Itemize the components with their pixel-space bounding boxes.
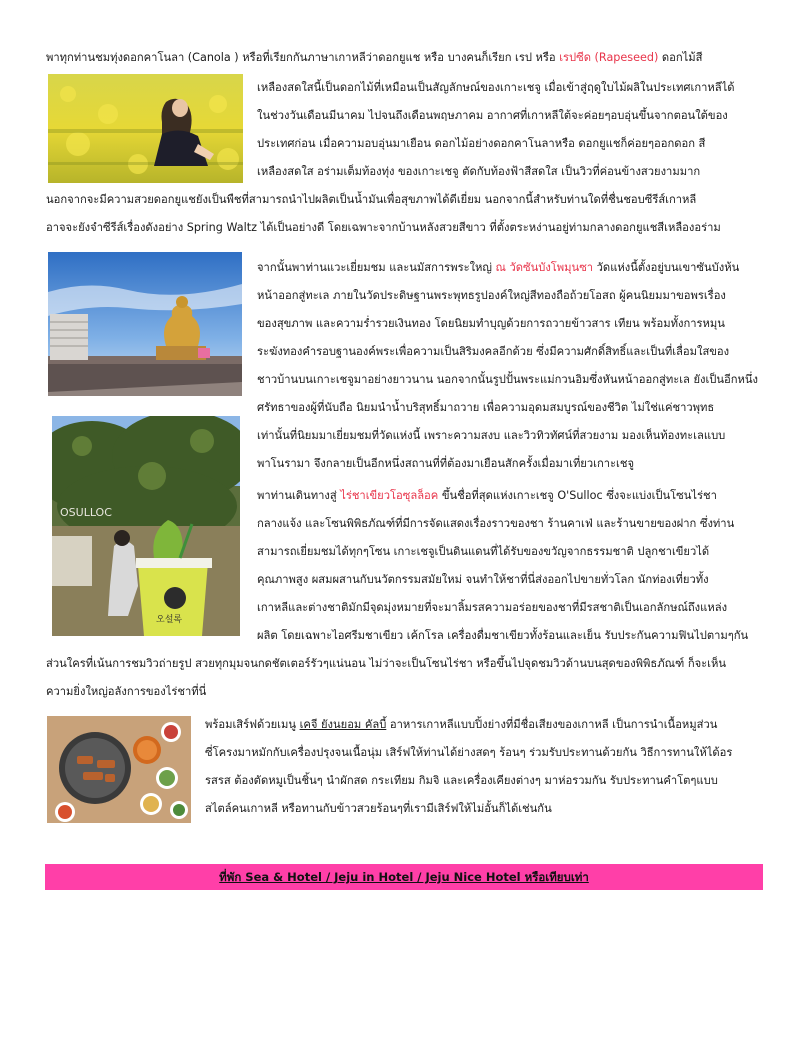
canola-intro-line (46, 44, 766, 72)
temple-name-highlight: ณ วัดซันบังโพมุนซา (495, 261, 594, 274)
text-line: พาโนรามา จึงกลายเป็นอีกหนึ่งสถานที่ที่ต้องมาเยือนสักครั้งเมื่อมาเที่ยวเกาะเชจู (257, 457, 635, 470)
temple-buddha-photo (48, 252, 242, 396)
bbq-intro-line (205, 711, 770, 739)
text-line: เหลืองสดใส อร่ามเต็มท้องทุ่ง ของเกาะเชจู ตัดกับท้องฟ้าสีสดใส เป็นวิวที่ค่อนข้างสวยงามมาก (257, 165, 701, 178)
text-span: วัดแห่งนี้ตั้งอยู่บนเขาซันบังห้น (593, 261, 740, 274)
text-line: ในช่วงวันเดือนมีนาคม ไปจนถึงเดือนพฤษภาคม อากาศที่เกาหลีใต้จะค่อยๆอบอุ่นขึ้นจากตอนใต้ของ (257, 109, 728, 122)
korean-bbq-photo (47, 716, 191, 823)
osulloc-sign-text: OSULLOC (60, 506, 112, 519)
text-span: จากนั้นพาท่านแวะเยี่ยมชม และนมัสการพระใหญ่ (257, 261, 496, 274)
text-span: ขึ้นชื่อที่สุดแห่งเกาะเชจู O'Sulloc ซึ่งจะแบ่งเป็นโซนไร่ชา (438, 489, 717, 502)
text-line: ชาวบ้านบนเกาะเชจูมาอย่างยาวนาน นอกจากนั้นรูปปั้นพระแม่กวนอิมซึ่งหันหน้าออกสู่ทะเล ยังเป็นอีกหนึ่ง (257, 373, 759, 386)
text-line: ของสุขภาพ และความร่ำรวยเงินทอง โดยนิยมทำบุญด้วยการถวายข้าวสาร เทียน พร้อมทั้งการหมุน (257, 317, 725, 330)
text-line: เหลืองสดใสนี้เป็นดอกไม้ที่เหมือนเป็นสัญลักษณ์ของเกาะเชจู เมื่อเข้าสู่ฤดูใบไม้ผลิในประเทศเกาหลีได้ (257, 81, 735, 94)
text-line: ซี่โครงมาหมักกับเครื่องปรุงจนเนื้อนุ่ม เสิร์ฟให้ท่านได้ย่างสดๆ ร้อนๆ ร่วมรับประทานด้วยกัน วิธีการทานให้ได้อร (205, 746, 733, 759)
text-span: พาทุกท่านชมทุ่งดอกคาโนลา (Canola ) หรือที่เรียกกันภาษาเกาหลีว่าดอกยูแช หรือ บางคนก็เรียก เรป หรือ (46, 51, 560, 64)
cup-logo-text: 오설록 (156, 615, 183, 625)
temple-intro-line (257, 254, 769, 282)
canola-field-photo (48, 74, 243, 183)
text-span: พร้อมเสิร์ฟด้วยเมนู (205, 718, 300, 731)
text-line: ส่วนใครที่เน้นการชมวิวถ่ายรูป สวยทุกมุมจนกดชัตเตอร์รัวๆแน่นอน ไม่ว่าจะเป็นโซนไร่ชา หรือขึ้นไปจุดชมวิวด้านบนสุดของพิพิธภัณฑ์ ก็จะเห็น (46, 657, 727, 670)
text-line: ระฆังทองคำรอบฐานองค์พระเพื่อความเป็นสิริมงคลอีกด้วย ซึ่งมีความศักดิ์สิทธิ์และเป็นที่เลื่อมใสของ (257, 345, 730, 358)
text-line: รสรส ต้องตัดหมูเป็นชิ้นๆ นำผักสด กระเทียม กิมจิ และเครื่องเคียงต่างๆ มาห่อรวมกัน รับประทานคำโตๆแบบ (205, 774, 718, 787)
text-span: อาหารเกาหลีแบบปิ้งย่างที่มีชื่อเสียงของเกาหลี เป็นการนำเนื้อหมูส่วน (386, 718, 718, 731)
text-line: ประเทศก่อน เมื่อความอบอุ่นมาเยือน ดอกไม้อย่างดอกคาโนลาหรือ ดอกยูแชก็ค่อยๆออกดอก สี (257, 137, 706, 150)
text-span: ดอกไม้สี (658, 51, 703, 64)
text-line: กลางแจ้ง และโซนพิพิธภัณฑ์ที่มีการจัดแสดงเรื่องราวของชา ร้านคาเฟ่ และร้านขายของฝาก ซึ่งท่าน (257, 517, 735, 530)
hotel-banner: ที่พัก Sea & Hotel / Jeju in Hotel / Jeju Nice Hotel หรือเทียบเท่า (45, 864, 763, 890)
text-line: คุณภาพสูง ผสมผสานกับนวัตกรรมสมัยใหม่ จนทำให้ชาที่นี่ส่งออกไปขายทั่วโลก นักท่องเที่ยวทั้ง (257, 573, 709, 586)
text-line: อาจจะยังจำซีรีส์เรื่องดังอย่าง Spring Waltz ได้เป็นอย่างดี โดยเฉพาะจากบ้านหลังสวยสีขาว ที่ตั้งตระหง่านอยู่ท่ามกลางดอกยูแชสีเหลืองอร่าม (46, 221, 721, 234)
osulloc-tea-photo (52, 416, 240, 636)
text-line: นอกจากจะมีความสวยดอกยูแชยังเป็นพืชที่สามารถนำไปผลิตเป็นน้ำมันเพื่อสุขภาพได้ดีเยี่ยม นอกจากนี้สำหรับท่านใดที่ชื่นชอบซีรีส์เกาหลี (46, 193, 697, 206)
bbq-menu-name: เคจี ยังนยอม คัลบี้ (299, 718, 387, 731)
text-line: ศรัทธาของผู้ที่นับถือ นิยมนำน้ำบริสุทธิ์มาถวาย เพื่อความอุดมสมบูรณ์ของชีวิต ไม่ใช่แค่ชาวพุทธ (257, 401, 715, 414)
text-span: พาท่านเดินทางสู่ (257, 489, 341, 502)
osulloc-highlight: ไร่ชาเขียวโอซุลล็อค (340, 489, 439, 502)
osulloc-intro-line (257, 482, 769, 510)
text-line: ความยิ่งใหญ่อลังการของไร่ชาที่นี่ (46, 685, 207, 698)
text-line: หน้าออกสู่ทะเล ภายในวัดประดิษฐานพระพุทธรูปองค์ใหญ่สีทองถือถ้วยโอสถ ผู้คนนิยมมาขอพรเรื่อง (257, 289, 726, 302)
rapeseed-highlight: เรปซีด (Rapeseed) (559, 51, 659, 64)
text-line: สไตล์คนเกาหลี หรือทานกับข้าวสวยร้อนๆที่เรามีเสิร์ฟให้ไม่อั้นก็ได้เช่นกัน (205, 802, 552, 815)
text-line: ผลิต โดยเฉพาะไอศรีมชาเขียว เค้กโรล เครื่องดื่มชาเขียวทั้งร้อนและเย็น รับประกันความฟินไปตามๆกัน (257, 629, 749, 642)
text-line: เกาหลีและต่างชาติมักมีจุดมุ่งหมายที่จะมาลิ้มรสความอร่อยของชาที่มีรสชาติเป็นเอกลักษณ์ถึงแหล่ง (257, 601, 728, 614)
text-line: เท่านั้นที่นิยมมาเยี่ยมชมที่วัดแห่งนี้ เพราะความสงบ และวิวทิวทัศน์ที่สวยงาม มองเห็นท้องทะเลแบบ (257, 429, 726, 442)
text-line: สามารถเยี่ยมชมได้ทุกๆโซน เกาะเชจูเป็นดินแดนที่ได้รับของขวัญจากธรรมชาติ ปลูกชาเขียวได้ (257, 545, 710, 558)
